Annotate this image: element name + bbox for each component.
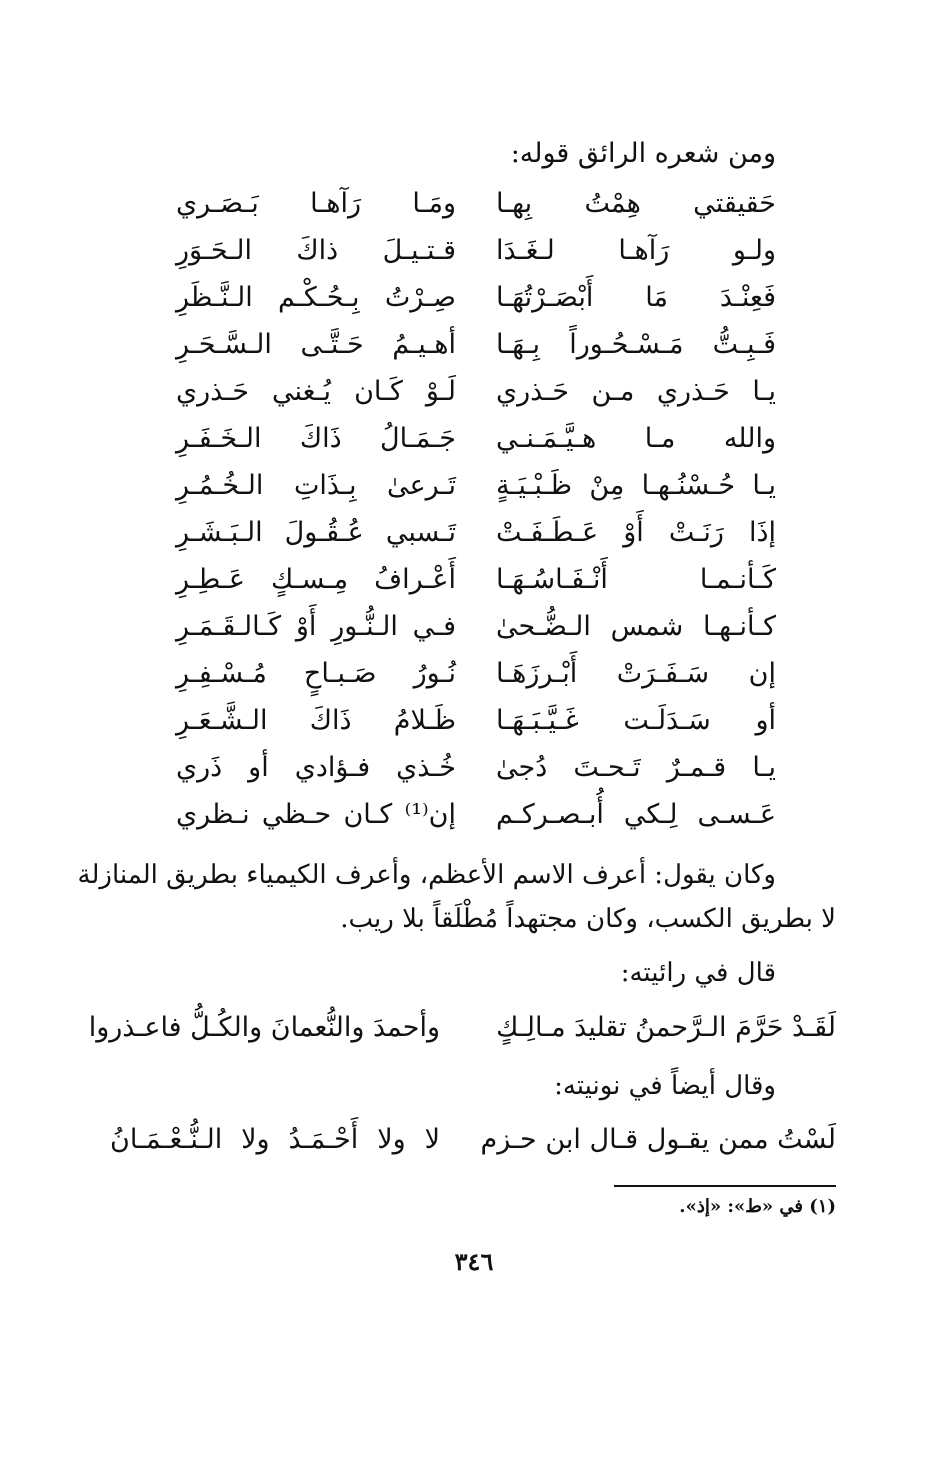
poem-verse — [176, 180, 776, 227]
poem-first-hemistich: ولـو رَآهـا لـغَـدَا — [496, 235, 776, 266]
poem-verse — [176, 697, 776, 744]
poem-second-hemistich: لَـوْ كَـان يُـغني حَـذري — [176, 376, 456, 407]
poem-second-hemistich: خُـذي فـؤادي أو ذَري — [176, 752, 456, 783]
raiya-intro: قال في رائيته: — [620, 958, 776, 988]
poem-verse — [176, 744, 776, 791]
poem-first-hemistich: أو سَـدَلَـت غَـيَّـبَـهَـا — [496, 705, 776, 736]
poem-second-hemistich: نُـورُ صَـبـاحٍ مُـسْـفِـرِ — [176, 658, 456, 689]
poem-first-hemistich: كـأنـهـا شمس الـضُّـحىٰ — [496, 611, 776, 642]
poem-first-hemistich: حَقيقتي هِمْتُ بِهـا — [496, 188, 776, 219]
body-paragraph — [77, 853, 836, 941]
poem-verse — [176, 274, 776, 321]
poem-verse — [176, 321, 776, 368]
raiya-second-hemistich: وأحمدَ والنُّعمانَ والكُـلُّ فاعـذروا — [88, 1012, 440, 1043]
poem-first-hemistich: إن سَـفَـرَتْ أَبْـرزَهَـا — [496, 658, 776, 689]
poem-second-hemistich: ومَـا رَآهـا بَـصَـري — [176, 188, 456, 219]
poem-second-hemistich: أهـيـمُ حَـتَّـى الـسَّـحَـرِ — [176, 329, 456, 360]
poem-verse — [176, 462, 776, 509]
poem-second-hemistich: تَـرعىٰ بِـذَاتِ الـخُـمُـرِ — [176, 470, 456, 501]
poem-second-hemistich: صِـرْتُ بِـحُـكْـم الـنَّـظَرِ — [176, 282, 456, 313]
footnote-divider — [614, 1185, 836, 1187]
poem-second-hemistich: ظَـلامُ ذَاكَ الـشَّـعَـرِ — [176, 705, 456, 736]
raiya-verse — [88, 1003, 836, 1053]
nuniya-intro: وقال أيضاً في نونيته: — [554, 1071, 776, 1101]
poem-second-hemistich: تَـسبي عُـقُـولَ الـبَـشَـرِ — [176, 517, 456, 548]
page-number: ٣٤٦ — [454, 1247, 494, 1276]
poem-verse — [176, 227, 776, 274]
poem-first-hemistich: يـا حَـذري مـن حَـذري — [496, 376, 776, 407]
poem-first-hemistich: إذَا رَنَـتْ أَوْ عَـطَـفَـتْ — [496, 517, 776, 548]
poem-second-hemistich: أَعْـرافُ مِـسـكٍ عَـطِـرِ — [176, 564, 456, 595]
poem-first-hemistich: كَـأنـمـا أَنْـفَـاسُـهَـا — [496, 564, 776, 595]
poem-verse — [176, 791, 776, 838]
poem-first-hemistich: يـا حُـسْنُـهـا مِنْ ظَـبْـيَـةٍ — [496, 470, 776, 501]
poem-verse — [176, 509, 776, 556]
poem-second-hemistich: إن⁽¹⁾ كـان حـظي نـظري — [176, 799, 456, 830]
raiya-first-hemistich: لَقَـدْ حَرَّمَ الـرَّحمنُ تقليدَ مـالِـكٍ — [496, 1012, 836, 1043]
poem-second-hemistich: قـتـيـلَ ذاكَ الـحَـوَرِ — [176, 235, 456, 266]
nuniya-second-hemistich: لا ولا أَحْـمَـدُ ولا الـنُّـعْـمَـانُ — [110, 1124, 440, 1155]
paragraph-line-1: وكان يقول: أعرف الاسم الأعظم، وأعرف الكيمياء بطريق المنازلة — [77, 860, 776, 890]
poem — [176, 180, 776, 838]
footnote: (١) في «ط»: «إذ». — [679, 1196, 836, 1217]
poem-first-hemistich: يـا قـمـرٌ تَـحـتَ دُجىٰ — [496, 752, 776, 783]
poem-verse — [176, 556, 776, 603]
poem-first-hemistich: فَـبِـتُّ مَـسْـحُـوراً بِـهَـا — [496, 329, 776, 360]
poem-first-hemistich: والله مـا هـيَّـمَـنـي — [496, 423, 776, 454]
paragraph-line-2: لا بطريق الكسب، وكان مجتهداً مُطْلَقاً بلا ريب. — [340, 904, 836, 934]
poem-first-hemistich: عَـسـى لِـكي أُبـصـركـم — [496, 799, 776, 830]
poem-intro: ومن شعره الرائق قوله: — [510, 138, 776, 169]
poem-second-hemistich: فـي الـنُّـورِ أَوْ كَـالـقَـمَـرِ — [176, 611, 456, 642]
poem-verse — [176, 603, 776, 650]
poem-verse — [176, 650, 776, 697]
nuniya-first-hemistich: لَسْتُ ممن يقـول قـال ابن حـزم — [480, 1124, 836, 1155]
poem-first-hemistich: فَعِنْـدَ مَا أَبْصَـرْتُهَـا — [496, 282, 776, 313]
poem-second-hemistich: جَـمَـالُ ذَاكَ الـخَـفَـرِ — [176, 423, 456, 454]
poem-verse — [176, 368, 776, 415]
nuniya-verse — [110, 1115, 836, 1165]
poem-verse — [176, 415, 776, 462]
